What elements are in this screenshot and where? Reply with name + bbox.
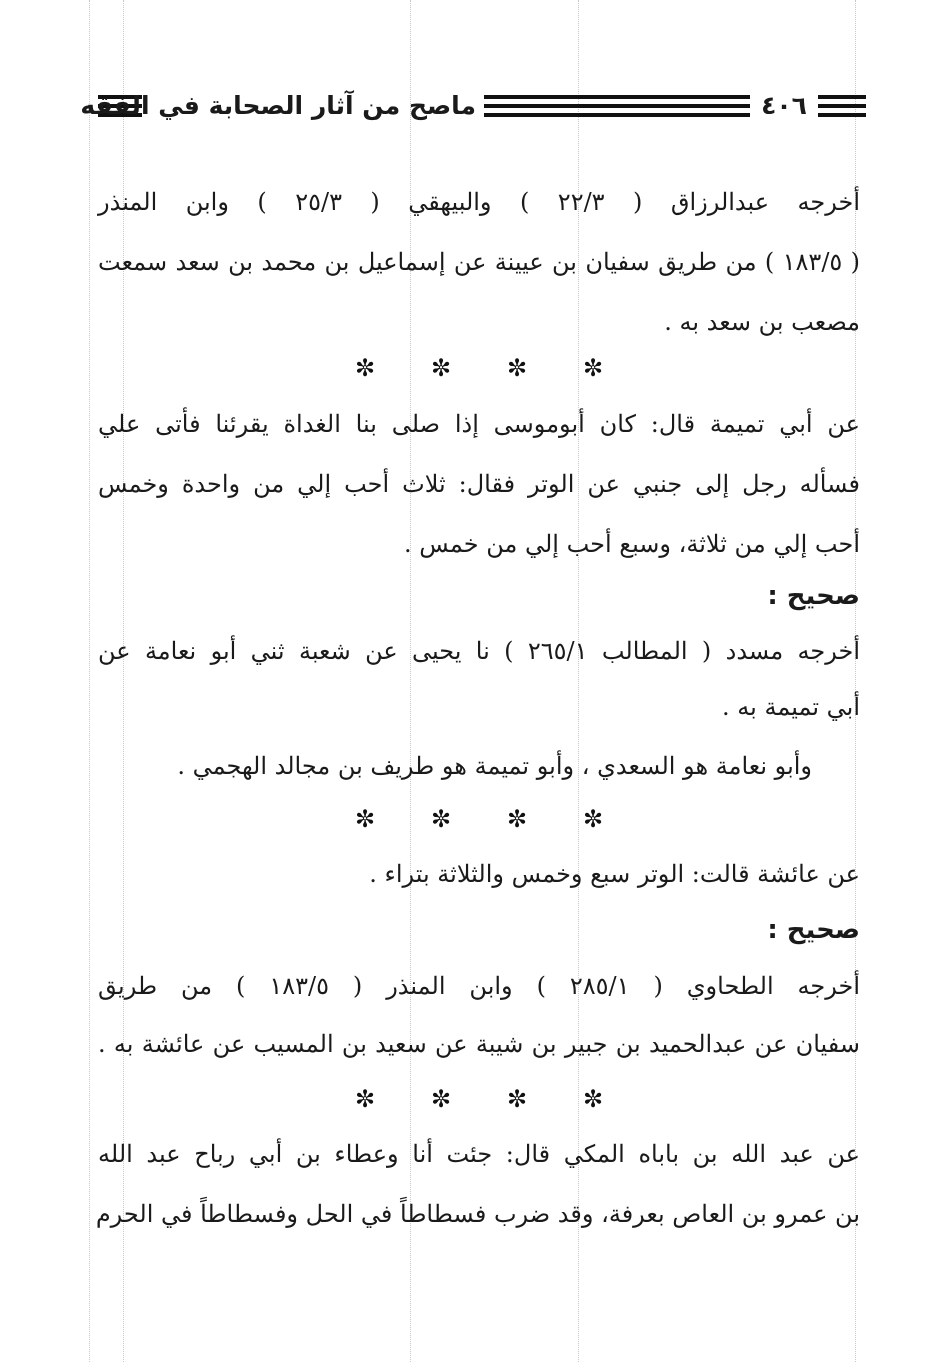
header-rule-middle <box>484 95 750 117</box>
divider-star-icon: ✼ <box>582 805 604 833</box>
page-number: ٤٠٦ <box>761 91 807 120</box>
body-line: بن عمرو بن العاص بعرفة، وقد ضرب فسطاطاً في الحل وفسطاطاً في الحرم <box>95 1200 860 1228</box>
verdict-heading: صحيح : <box>767 581 860 611</box>
section-divider <box>98 1084 860 1114</box>
divider-star-icon: ✼ <box>506 805 528 833</box>
running-title: ماصح من آثار الصحابة في الفقه <box>80 91 476 120</box>
body-line: وأبو نعامة هو السعدي ، وأبو تميمة هو طريف بن مجالد الهجمي . <box>177 752 812 780</box>
body-line: ( ١٨٣/٥ ) من طريق سفيان بن عيينة عن إسماعيل بن محمد بن سعد سمعت <box>98 248 860 276</box>
body-line: أحب إلي من ثلاثة، وسبع أحب إلي من خمس . <box>404 530 860 558</box>
body-line: عن عبد الله بن باباه المكي قال: جئت أنا وعطاء بن أبي رباح عبد الله <box>98 1140 860 1168</box>
section-divider <box>98 804 860 834</box>
divider-star-icon: ✼ <box>354 1085 376 1113</box>
divider-star-icon: ✼ <box>354 354 376 382</box>
body-line: أبي تميمة به . <box>722 693 860 721</box>
body-line: فسأله رجل إلى جنبي عن الوتر فقال: ثلاث أحب إلي من واحدة وخمس <box>98 470 860 498</box>
body-line: أخرجه الطحاوي ( ٢٨٥/١ ) وابن المنذر ( ١٨٣/٥ ) من طريق <box>98 972 860 1000</box>
divider-star-icon: ✼ <box>582 1085 604 1113</box>
divider-star-icon: ✼ <box>430 1085 452 1113</box>
divider-star-icon: ✼ <box>430 805 452 833</box>
body-line: عن عائشة قالت: الوتر سبع وخمس والثلاثة بتراء . <box>369 860 860 888</box>
verdict-heading: صحيح : <box>767 915 860 945</box>
body-line: عن أبي تميمة قال: كان أبوموسى إذا صلى بنا الغداة يقرئنا فأتى علي <box>98 410 860 438</box>
divider-star-icon: ✼ <box>506 1085 528 1113</box>
divider-star-icon: ✼ <box>430 354 452 382</box>
body-line: أخرجه عبدالرزاق ( ٢٢/٣ ) والبيهقي ( ٢٥/٣ ) وابن المنذر <box>98 188 860 216</box>
section-divider <box>98 353 860 383</box>
body-line: مصعب بن سعد به . <box>664 308 860 336</box>
divider-star-icon: ✼ <box>506 354 528 382</box>
divider-star-icon: ✼ <box>582 354 604 382</box>
body-line: أخرجه مسدد ( المطالب ٢٦٥/١ ) نا يحيى عن شعبة ثني أبو نعامة عن <box>98 637 860 665</box>
scan-artifact-line <box>89 0 90 1362</box>
header-rule-right <box>818 95 866 117</box>
page-header <box>80 88 866 124</box>
divider-star-icon: ✼ <box>354 805 376 833</box>
body-line: سفيان عن عبدالحميد بن جبير بن شيبة عن سعيد بن المسيب عن عائشة به . <box>98 1030 860 1058</box>
